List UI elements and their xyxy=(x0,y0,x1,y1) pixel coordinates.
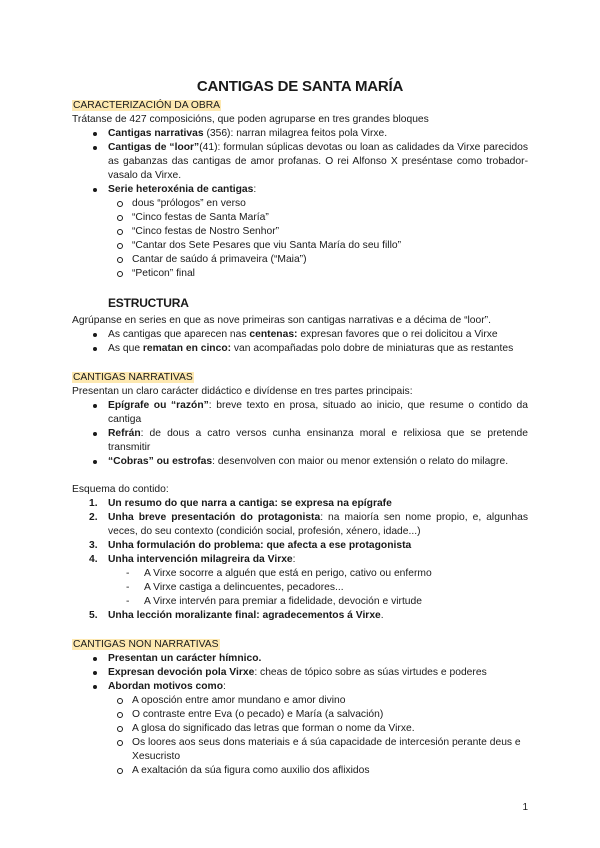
dash-item: - A Virxe intervén para premiar a fidelidade, devoción e virtude xyxy=(108,595,528,609)
sub-list xyxy=(108,197,528,281)
section-non-narrativas xyxy=(72,638,528,778)
section-caracterizacion xyxy=(72,99,528,281)
sub-list-item: “Peticon” final xyxy=(108,267,528,281)
list-item: 5. Unha lección moralizante final: agradecementos á Virxe. xyxy=(89,610,384,621)
section-heading xyxy=(72,638,528,652)
list-item: 1. Un resumo do que narra a cantiga: se expresa na epígrafe xyxy=(89,498,392,509)
list-item: Serie heteroxénia de cantigas: dous “prólogos” en verso “Cinco festas de Santa María” “Cinco festas de Nostro Senhor” “Cantar dos Sete Pesares que viu Santa María do seu fillo” Cantar de saúdo á primaveira (“Maia”) “Peticon” final xyxy=(72,183,528,281)
sub-list xyxy=(108,694,528,778)
dash-item: - A Virxe castiga a delincuentes, pecadores... xyxy=(108,581,528,595)
list-item: Presentan un carácter hímnico. xyxy=(72,652,528,666)
section-intro: Presentan un claro carácter didáctico e divídense en tres partes principais: xyxy=(72,386,413,397)
list-item: 3. Unha formulación do problema: que afecta a ese protagonista xyxy=(89,540,412,551)
list-item: Cantigas narrativas (356): narran milagrea feitos pola Virxe. xyxy=(72,127,528,141)
sub-list-item: O contraste entre Eva (o pecado) e María (a salvación) xyxy=(108,708,528,722)
page-number: 1 xyxy=(522,802,528,813)
list-item: As cantigas que aparecen nas centenas: expresan favores que o rei dolicitou a Virxe xyxy=(72,328,528,342)
sub-list-item: Os loores aos seus dons materiais e á súa capacidade de intercesión perante deus e Xesucristo xyxy=(108,736,528,764)
section-narrativas xyxy=(72,371,528,623)
section-heading: ESTRUCTURA xyxy=(108,296,189,310)
numbered-list xyxy=(72,609,528,623)
numbered-list xyxy=(72,497,528,567)
section-intro: Agrúpanse en series en que as nove primeiras son cantigas narrativas e a décima de “loor”. xyxy=(72,315,491,326)
sub-list-item: A glosa do significado das letras que forman o nome da Virxe. xyxy=(108,722,528,736)
page-content xyxy=(72,78,528,778)
list-item: Epígrafe ou “razón”: breve texto en prosa, situado ao inicio, que resume o contido da cantiga xyxy=(72,399,528,427)
section-intro: Trátanse de 427 composicións, que poden agruparse en tres grandes bloques xyxy=(72,114,429,125)
list-item: Abordan motivos como: A oposción entre amor mundano e amor divino O contraste entre Eva (o pecado) e María (a salvación) A glosa do significado das letras que forman o nome da Virxe. Os loores aos seus dons materiais e á súa capacidade de intercesión perante deus e Xesucristo A exaltación da súa figura como auxilio dos aflixidos xyxy=(72,680,528,778)
bullet-list xyxy=(72,652,528,778)
sub-list-item: A exaltación da súa figura como auxilio dos aflixidos xyxy=(108,764,528,778)
section-estructura xyxy=(72,296,528,356)
list-item: 4. Unha intervención milagreira da Virxe: xyxy=(89,554,296,565)
highlight: CARACTERIZACIÓN DA OBRA xyxy=(73,100,221,111)
highlight: CANTIGAS NON NARRATIVAS xyxy=(73,639,219,650)
sub-list-item: A oposción entre amor mundano e amor divino xyxy=(108,694,528,708)
list-item: As que rematan en cinco: van acompañadas polo dobre de miniaturas que as restantes xyxy=(72,342,528,356)
dash-list xyxy=(108,567,528,609)
sub-list-item: dous “prólogos” en verso xyxy=(108,197,528,211)
bullet-list xyxy=(72,399,528,469)
dash-item: - A Virxe socorre a alguén que está en perigo, cativo ou enfermo xyxy=(108,567,528,581)
sub-list-item: “Cinco festas de Santa María” xyxy=(108,211,528,225)
bullet-list xyxy=(72,328,528,356)
sub-list-item: Cantar de saúdo á primaveira (“Maia”) xyxy=(108,253,528,267)
list-item: 2. Unha breve presentación do protagonista: na maioría sen nome propio, e, algunhas veces, do seu contexto (condición social, profesión, xénero, idade...) xyxy=(89,512,528,537)
highlight: CANTIGAS NARRATIVAS xyxy=(73,372,193,383)
esquema-label: Esquema do contido: xyxy=(72,484,169,495)
page-title: CANTIGAS DE SANTA MARÍA xyxy=(196,78,404,95)
list-item: Refrán: de dous a catro versos cunha ensinanza moral e relixiosa que se pretende transmitir xyxy=(72,427,528,455)
bullet-list xyxy=(72,127,528,281)
list-item: Cantigas de “loor”(41): formulan súplicas devotas ou loan as calidades da Virxe parecidos as gabanzas das cantigas de amor profanas. O rei Alfonso X preséntase como trobador-vasalo da Virxe. xyxy=(72,141,528,183)
section-heading xyxy=(72,99,528,113)
sub-list-item: “Cantar dos Sete Pesares que viu Santa María do seu fillo” xyxy=(108,239,528,253)
sub-list-item: “Cinco festas de Nostro Senhor” xyxy=(108,225,528,239)
section-heading xyxy=(72,371,528,385)
list-item: “Cobras” ou estrofas: desenvolven con maior ou menor extensión o relato do milagre. xyxy=(72,455,528,469)
list-item: Expresan devoción pola Virxe: cheas de tópico sobre as súas virtudes e poderes xyxy=(72,666,528,680)
